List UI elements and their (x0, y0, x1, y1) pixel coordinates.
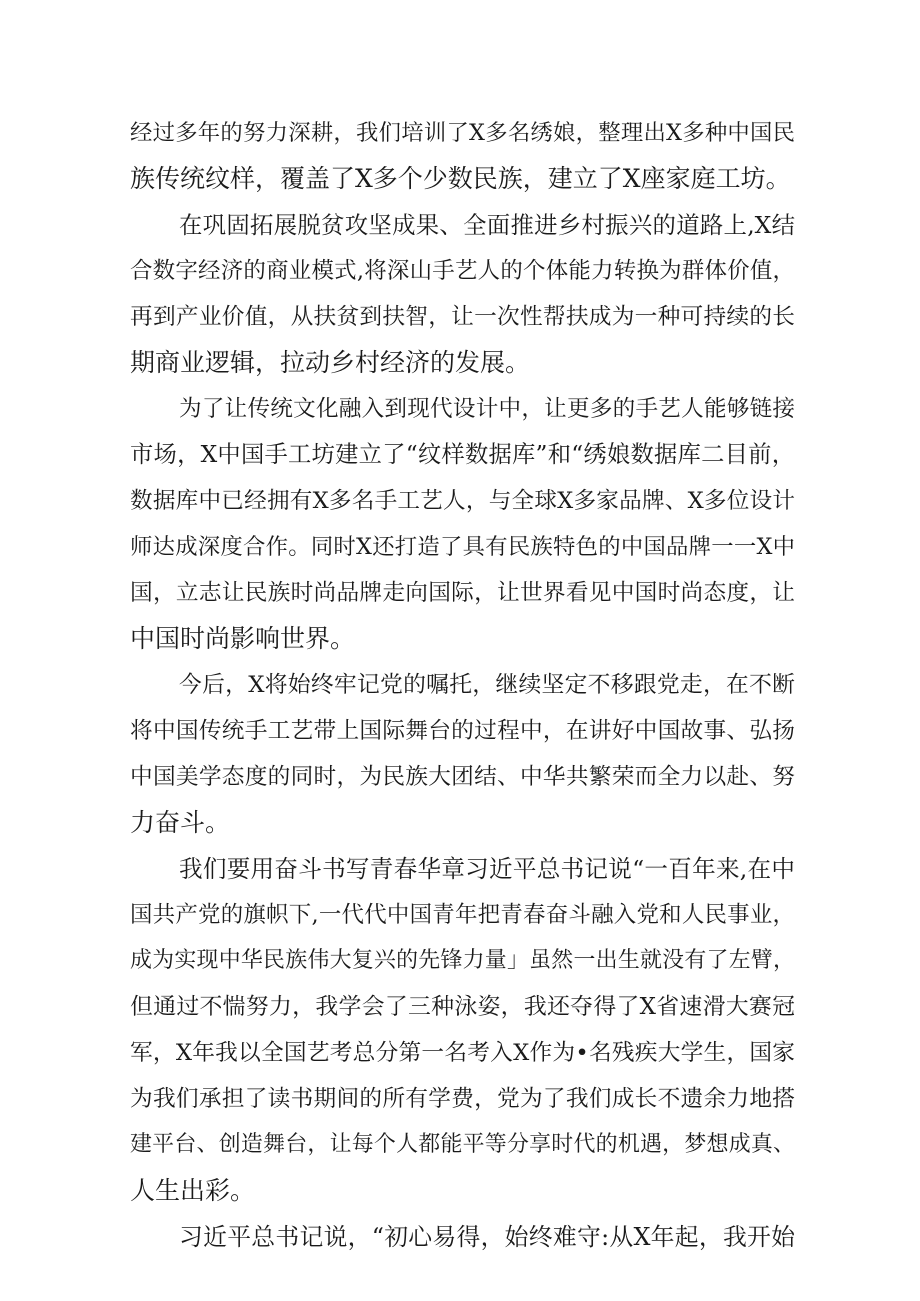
paragraph-5-line-6: 为我们承担了读书期间的所有学费，党为了我们成长不遗余力地搭 (130, 1086, 795, 1112)
paragraph-3-line-1: 为了让传统文化融入到现代设计中，让更多的手艺人能够链接 (179, 396, 795, 422)
paragraph-3-line-6: 中国时尚影响世界。 (130, 624, 356, 653)
paragraph-2-line-1: 在巩固拓展脱贫攻坚成果、全面推进乡村振兴的道路上,X结 (179, 211, 795, 239)
paragraph-2-line-2: 合数字经济的商业模式,将深山手艺人的个体能力转换为群体价值， (130, 258, 795, 284)
paragraph-4-line-3: 中国美学态度的同时，为民族大团结、中华共繁荣而全力以赴、努 (130, 764, 795, 790)
paragraph-4-line-1: 今后，X将始终牢记党的嘱托，继续坚定不移跟党走，在不断 (179, 672, 795, 698)
paragraph-5-line-1: 我们要用奋斗书写青春华章习近平总书记说“一百年来,在中 (179, 855, 795, 883)
paragraph-5-line-7: 建平台、创造舞台，让每个人都能平等分享时代的机遇，梦想成真、 (130, 1132, 795, 1157)
paragraph-5-line-8: 人生出彩。 (130, 1176, 256, 1205)
paragraph-5-line-3: 成为实现中华民族伟大复兴的先锋力量」虽然一出生就没有了左臂， (130, 948, 795, 973)
paragraph-4-line-4: 力奋斗。 (130, 808, 231, 837)
paragraph-5-line-4: 但通过不惴努力，我学会了三种泳姿，我还夺得了X省速滑大赛冠 (130, 994, 795, 1020)
paragraph-3-line-3: 数据库中已经拥有X多名手工艺人，与全球X多家品牌、X多位设计 (130, 488, 795, 514)
paragraph-3-line-4: 师达成深度合作。同时X还打造了具有民族特色的中国品牌一一X中 (130, 534, 795, 560)
paragraph-3-line-2: 市场，X中国手工坊建立了“纹样数据库”和“绣娘数据库二目前， (130, 441, 795, 468)
paragraph-1-line-1: 经过多年的努力深耕，我们培训了X多名绣娘，整理出X多种中国民 (130, 120, 795, 146)
paragraph-2-line-4: 期商业逻辑，拉动乡村经济的发展。 (130, 348, 531, 377)
paragraph-3-line-5: 国，立志让民族时尚品牌走向国际，让世界看见中国时尚态度，让 (130, 580, 795, 606)
paragraph-6-line-1: 习近平总书记说，“初心易得，始终难守:从X年起，我开始 (179, 1223, 795, 1251)
paragraph-4-line-2: 将中国传统手工艺带上国际舞台的过程中，在讲好中国故事、弘扬 (130, 718, 795, 744)
paragraph-5-line-2: 国共产党的旗帜下,一代代中国青年把青春奋斗融入党和人民事业， (130, 902, 795, 928)
paragraph-2-line-3: 再到产业价值，从扶贫到扶智，让一次性帮扶成为一种可持续的长 (130, 304, 795, 330)
paragraph-5-line-5: 军，X年我以全国艺考总分第一名考入X作为•名残疾大学生，国家 (130, 1040, 795, 1066)
paragraph-1-line-2: 族传统纹样，覆盖了X多个少数民族，建立了X座家庭工坊。 (130, 164, 791, 193)
